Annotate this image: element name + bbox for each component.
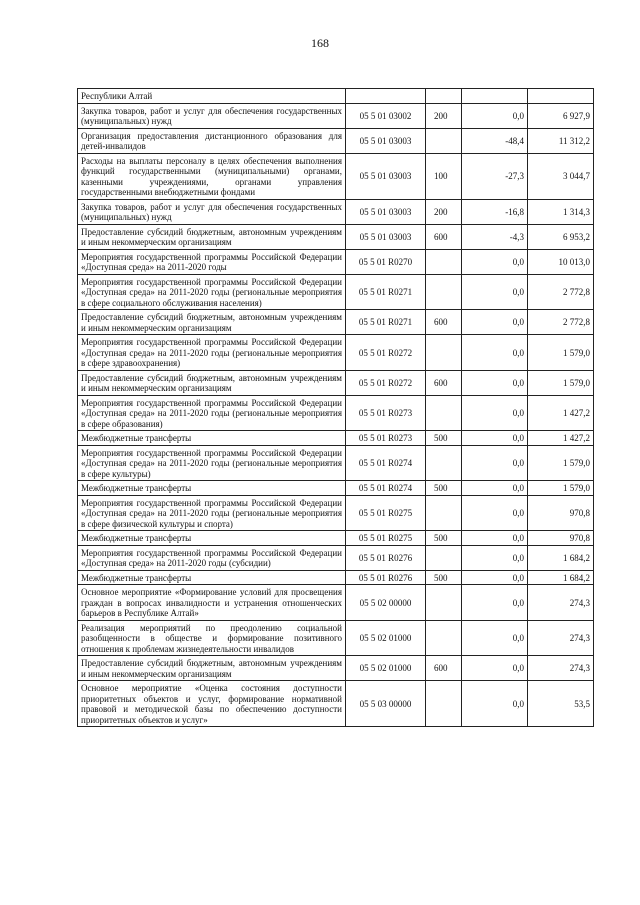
row-change-amount: 0,0 xyxy=(462,335,528,371)
row-name: Основное мероприятие «Оценка состояния доступности приоритетных объектов и услуг, формирование нормативной правовой и методической базы по обеспечению доступности приоритетных объектов и услуг» xyxy=(78,681,346,727)
row-total-amount: 274,3 xyxy=(528,585,594,621)
row-total-amount xyxy=(528,89,594,104)
row-name: Мероприятия государственной программы Российской Федерации «Доступная среда» на 2011-2020 годы (субсидии) xyxy=(78,545,346,570)
row-name: Предоставление субсидий бюджетным, автономным учреждениям и иным некоммерческим организациям xyxy=(78,224,346,249)
table-row xyxy=(78,310,594,335)
row-code: 05 5 01 R0273 xyxy=(346,395,426,431)
row-change-amount: 0,0 xyxy=(462,370,528,395)
row-change-amount: 0,0 xyxy=(462,545,528,570)
row-total-amount: 1 427,2 xyxy=(528,395,594,431)
row-change-amount: 0,0 xyxy=(462,681,528,727)
row-code: 05 5 01 03002 xyxy=(346,103,426,128)
row-change-amount: 0,0 xyxy=(462,620,528,656)
row-total-amount: 11 312,2 xyxy=(528,128,594,153)
row-expense-type xyxy=(426,89,462,104)
row-expense-type: 600 xyxy=(426,656,462,681)
table-row xyxy=(78,495,594,531)
row-expense-type xyxy=(426,495,462,531)
row-name: Мероприятия государственной программы Российской Федерации «Доступная среда» на 2011-2020 годы xyxy=(78,249,346,274)
row-expense-type: 600 xyxy=(426,224,462,249)
row-name: Республики Алтай xyxy=(78,89,346,104)
row-total-amount: 6 927,9 xyxy=(528,103,594,128)
row-code: 05 5 01 03003 xyxy=(346,153,426,199)
row-expense-type: 500 xyxy=(426,481,462,496)
row-change-amount: 0,0 xyxy=(462,431,528,446)
row-expense-type xyxy=(426,395,462,431)
row-name: Межбюджетные трансферты xyxy=(78,481,346,496)
row-expense-type: 600 xyxy=(426,310,462,335)
row-expense-type xyxy=(426,620,462,656)
row-expense-type: 500 xyxy=(426,531,462,546)
table-row xyxy=(78,395,594,431)
table-row xyxy=(78,103,594,128)
table-row xyxy=(78,656,594,681)
row-expense-type: 500 xyxy=(426,431,462,446)
row-expense-type xyxy=(426,545,462,570)
row-change-amount: 0,0 xyxy=(462,445,528,481)
row-total-amount: 1 427,2 xyxy=(528,431,594,446)
budget-table-body xyxy=(78,89,594,727)
row-change-amount: -4,3 xyxy=(462,224,528,249)
row-change-amount: 0,0 xyxy=(462,585,528,621)
row-expense-type xyxy=(426,249,462,274)
table-row xyxy=(78,585,594,621)
row-expense-type xyxy=(426,585,462,621)
row-code: 05 5 01 03003 xyxy=(346,224,426,249)
row-name: Основное мероприятие «Формирование условий для просвещения граждан в вопросах инвалидности и устранения отношенческих барьеров в Республике Алтай» xyxy=(78,585,346,621)
row-name: Межбюджетные трансферты xyxy=(78,431,346,446)
row-name: Межбюджетные трансферты xyxy=(78,570,346,585)
row-name: Межбюджетные трансферты xyxy=(78,531,346,546)
row-change-amount: 0,0 xyxy=(462,531,528,546)
row-total-amount: 2 772,8 xyxy=(528,274,594,310)
row-change-amount: 0,0 xyxy=(462,481,528,496)
row-code: 05 5 01 R0274 xyxy=(346,445,426,481)
table-row xyxy=(78,545,594,570)
row-total-amount: 970,8 xyxy=(528,495,594,531)
row-change-amount: -16,8 xyxy=(462,199,528,224)
row-code: 05 5 01 03003 xyxy=(346,128,426,153)
row-code: 05 5 03 00000 xyxy=(346,681,426,727)
row-total-amount: 2 772,8 xyxy=(528,310,594,335)
row-change-amount: -27,3 xyxy=(462,153,528,199)
row-change-amount: -48,4 xyxy=(462,128,528,153)
row-code: 05 5 01 R0273 xyxy=(346,431,426,446)
row-change-amount: 0,0 xyxy=(462,395,528,431)
row-name: Предоставление субсидий бюджетным, автономным учреждениям и иным некоммерческим организациям xyxy=(78,656,346,681)
row-expense-type xyxy=(426,274,462,310)
table-row xyxy=(78,224,594,249)
row-code: 05 5 02 01000 xyxy=(346,620,426,656)
row-name: Мероприятия государственной программы Российской Федерации «Доступная среда» на 2011-2020 годы (региональные мероприятия в сфере социального обслуживания населения) xyxy=(78,274,346,310)
table-row xyxy=(78,370,594,395)
budget-table xyxy=(77,88,594,727)
row-code: 05 5 01 R0276 xyxy=(346,570,426,585)
table-row xyxy=(78,431,594,446)
row-expense-type xyxy=(426,335,462,371)
row-name: Предоставление субсидий бюджетным, автономным учреждениям и иным некоммерческим организациям xyxy=(78,370,346,395)
row-total-amount: 10 013,0 xyxy=(528,249,594,274)
row-name: Организация предоставления дистанционного образования для детей-инвалидов xyxy=(78,128,346,153)
row-expense-type xyxy=(426,681,462,727)
table-row xyxy=(78,681,594,727)
table-row xyxy=(78,620,594,656)
row-code: 05 5 01 R0276 xyxy=(346,545,426,570)
row-name: Мероприятия государственной программы Российской Федерации «Доступная среда» на 2011-2020 годы (региональные мероприятия в сфере здравоохранения) xyxy=(78,335,346,371)
row-total-amount: 1 579,0 xyxy=(528,370,594,395)
table-row xyxy=(78,335,594,371)
row-change-amount: 0,0 xyxy=(462,310,528,335)
row-name: Расходы на выплаты персоналу в целях обеспечения выполнения функций государственными (муниципальными) органами, казенными учреждениями, органами управления государственными внебюджетными фондами xyxy=(78,153,346,199)
row-change-amount: 0,0 xyxy=(462,274,528,310)
row-change-amount: 0,0 xyxy=(462,570,528,585)
row-total-amount: 53,5 xyxy=(528,681,594,727)
row-expense-type xyxy=(426,445,462,481)
row-total-amount: 1 579,0 xyxy=(528,335,594,371)
row-name: Мероприятия государственной программы Российской Федерации «Доступная среда» на 2011-2020 годы (региональные мероприятия в сфере физической культуры и спорта) xyxy=(78,495,346,531)
row-code: 05 5 02 00000 xyxy=(346,585,426,621)
table-row xyxy=(78,445,594,481)
table-row xyxy=(78,249,594,274)
row-total-amount: 1 579,0 xyxy=(528,445,594,481)
table-row xyxy=(78,199,594,224)
row-code: 05 5 01 03003 xyxy=(346,199,426,224)
row-total-amount: 3 044,7 xyxy=(528,153,594,199)
row-name: Реализация мероприятий по преодолению социальной разобщенности в обществе и формирование позитивного отношения к проблемам жизнедеятельности инвалидов xyxy=(78,620,346,656)
row-code: 05 5 01 R0271 xyxy=(346,310,426,335)
row-name: Закупка товаров, работ и услуг для обеспечения государственных (муниципальных) нужд xyxy=(78,103,346,128)
row-total-amount: 1 579,0 xyxy=(528,481,594,496)
row-code: 05 5 01 R0275 xyxy=(346,495,426,531)
row-expense-type: 500 xyxy=(426,570,462,585)
table-row xyxy=(78,153,594,199)
row-name: Мероприятия государственной программы Российской Федерации «Доступная среда» на 2011-2020 годы (региональные мероприятия в сфере культуры) xyxy=(78,445,346,481)
row-name: Предоставление субсидий бюджетным, автономным учреждениям и иным некоммерческим организациям xyxy=(78,310,346,335)
row-expense-type: 200 xyxy=(426,103,462,128)
table-row xyxy=(78,570,594,585)
row-code: 05 5 01 R0272 xyxy=(346,370,426,395)
row-expense-type: 200 xyxy=(426,199,462,224)
page-number: 168 xyxy=(311,36,329,50)
table-row xyxy=(78,481,594,496)
row-code: 05 5 01 R0274 xyxy=(346,481,426,496)
row-total-amount: 274,3 xyxy=(528,656,594,681)
table-row xyxy=(78,274,594,310)
row-code: 05 5 01 R0270 xyxy=(346,249,426,274)
table-row xyxy=(78,89,594,104)
row-code: 05 5 02 01000 xyxy=(346,656,426,681)
table-row xyxy=(78,128,594,153)
row-total-amount: 6 953,2 xyxy=(528,224,594,249)
row-expense-type: 600 xyxy=(426,370,462,395)
row-change-amount: 0,0 xyxy=(462,656,528,681)
row-code: 05 5 01 R0271 xyxy=(346,274,426,310)
row-change-amount xyxy=(462,89,528,104)
row-name: Закупка товаров, работ и услуг для обеспечения государственных (муниципальных) нужд xyxy=(78,199,346,224)
row-expense-type xyxy=(426,128,462,153)
row-total-amount: 1 684,2 xyxy=(528,545,594,570)
row-change-amount: 0,0 xyxy=(462,103,528,128)
row-total-amount: 1 314,3 xyxy=(528,199,594,224)
row-code: 05 5 01 R0272 xyxy=(346,335,426,371)
table-row xyxy=(78,531,594,546)
row-code xyxy=(346,89,426,104)
row-name: Мероприятия государственной программы Российской Федерации «Доступная среда» на 2011-2020 годы (региональные мероприятия в сфере образования) xyxy=(78,395,346,431)
row-total-amount: 274,3 xyxy=(528,620,594,656)
row-expense-type: 100 xyxy=(426,153,462,199)
row-change-amount: 0,0 xyxy=(462,249,528,274)
row-total-amount: 1 684,2 xyxy=(528,570,594,585)
row-total-amount: 970,8 xyxy=(528,531,594,546)
row-change-amount: 0,0 xyxy=(462,495,528,531)
row-code: 05 5 01 R0275 xyxy=(346,531,426,546)
